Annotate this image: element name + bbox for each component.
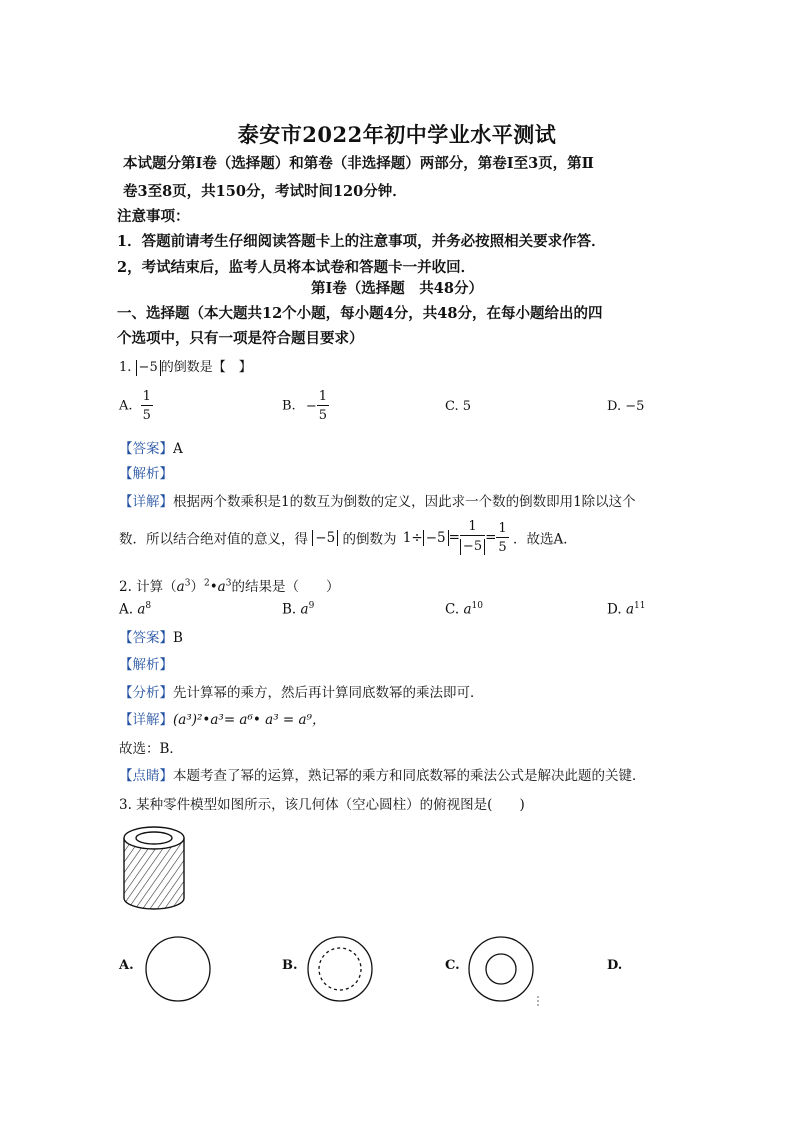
q2-stem-d: 的结果是（ ） (231, 579, 340, 595)
q1-option-b-fraction (317, 390, 329, 422)
q1-detail-eq-1: = (448, 529, 460, 546)
q1-detail-end: ．故选A． (512, 531, 577, 548)
q3-option-a-figure (143, 934, 213, 1004)
q1-option-b (282, 390, 329, 422)
q1-detail-eq-2: = (485, 529, 497, 546)
q2-option-b (282, 601, 314, 618)
q2-option-a-label: A. (119, 601, 134, 618)
q1-detail-frac1-den (460, 536, 485, 555)
q2-detail (119, 708, 325, 728)
q1-suffix: 的倒数是【 】 (160, 360, 252, 375)
q1-detail-frac2-den: 5 (498, 539, 507, 555)
notes-heading: 注意事项： (117, 208, 190, 225)
q1-option-c: C. 5 (445, 399, 472, 414)
q2-stem-exp1: 3 (184, 578, 191, 589)
q2-fenxi (119, 681, 484, 701)
q2-stem-b: ） (190, 579, 204, 595)
q2-option-b-exp: 9 (308, 601, 315, 611)
q1-stem (119, 356, 252, 376)
note-1: 1．答题前请考生仔细阅读答题卡上的注意事项，并务必按照相关要求作答． (117, 233, 606, 250)
q1-abs-value: −5 (136, 360, 161, 376)
q2-fenxi-text: 先计算幂的乘方，然后再计算同底数幂的乘法即可． (173, 685, 484, 701)
q2-option-c-exp: 10 (471, 601, 483, 611)
q3-b-inner-dashed-circle (319, 948, 361, 990)
q1-number: 1. (119, 360, 132, 375)
q2-option-d-label: D. (607, 601, 622, 618)
q1-detail-line-2 (119, 520, 577, 555)
q1-detail-frac2-num: 1 (498, 520, 507, 536)
q2-detail-expr: (a³)²•a³= a⁶• a³ = a⁹， (173, 712, 326, 728)
q2-conclusion: 故选：B． (119, 741, 183, 757)
q2-stem-exp3: 3 (225, 578, 232, 589)
q1-option-a-num: 1 (142, 389, 151, 404)
section-line-1: 一、选择题（本大题共12个小题，每小题4分，共48分，在每小题给出的四 (117, 305, 603, 322)
q3-a-outer-circle (146, 937, 210, 1001)
q2-fenxi-tag: 【分析】 (119, 685, 173, 701)
q1-detail-text-2a: 数．所以结合绝对值的意义，得 (119, 531, 308, 548)
q2-stem-exp2: 2 (203, 578, 210, 589)
q1-answer-value: A (173, 441, 183, 457)
q2-option-d-exp: 11 (634, 601, 646, 611)
q2-option-a-base: a (137, 601, 146, 618)
intro-line-1: 本试题分第Ⅰ卷（选择题）和第卷（非选择题）两部分，第卷Ⅰ至3页，第Ⅱ (123, 155, 594, 172)
q2-option-a-exp: 8 (145, 601, 152, 611)
q1-option-a-fraction (141, 390, 153, 422)
q1-detail-text-2b: 的倒数为 (342, 531, 397, 548)
q3-option-b-figure (305, 934, 375, 1004)
cylinder-top-inner (136, 832, 172, 844)
q1-detail-frac1-num: 1 (460, 520, 485, 536)
q2-answer-value: B (173, 630, 183, 646)
intro-line-2: 卷3至8页，共150分，考试时间120分钟． (123, 183, 407, 200)
q2-option-c (445, 601, 483, 618)
q2-answer (119, 626, 183, 646)
q2-stem-base2: a (217, 579, 226, 595)
q1-detail-tag: 【详解】 (119, 494, 173, 510)
q1-answer (119, 437, 183, 457)
q2-dianjing-tag: 【点睛】 (119, 768, 173, 784)
exam-title: 泰安市2022年初中学业水平测试 (237, 122, 557, 147)
q3-c-inner-circle (486, 954, 516, 984)
q2-option-b-label: B. (282, 601, 297, 618)
q1-option-b-sign: − (305, 398, 317, 414)
q1-detail-expr-abs: −5 (423, 530, 449, 546)
q2-answer-tag: 【答案】 (119, 630, 173, 646)
q1-option-a (119, 390, 153, 422)
q3-stem: 3. 某种零件模型如图所示，该几何体（空心圆柱）的俯视图是( ) (119, 797, 525, 813)
q1-detail-text-1: 根据两个数乘积是1的数互为倒数的定义，因此求一个数的倒数即用1除以这个 (173, 494, 636, 510)
q3-option-c-figure (466, 934, 536, 1004)
q1-detail-fraction-1 (460, 520, 485, 555)
section-line-2: 个选项中，只有一项是符合题目要求） (117, 330, 364, 347)
q1-option-a-label: A. (119, 398, 133, 414)
q2-stem-c: • (209, 579, 218, 595)
q1-detail-frac1-den-abs: −5 (460, 539, 485, 555)
q3-option-c-label: C. (445, 958, 460, 973)
q3-option-a-label: A. (119, 958, 134, 973)
q2-stem-a: 2. 计算（ (119, 579, 177, 595)
q3-b-outer-circle (308, 937, 372, 1001)
q1-detail-expr-a: 1÷ (402, 529, 423, 546)
q2-analysis-tag: 【解析】 (119, 657, 173, 673)
q3-c-outer-circle (469, 937, 533, 1001)
q2-dianjing-text: 本题考查了幂的运算，熟记幂的乘方和同底数幂的乘法公式是解决此题的关键． (173, 768, 646, 784)
q1-option-b-den: 5 (318, 408, 328, 423)
q1-detail-abs: −5 (312, 530, 338, 546)
q3-option-b-label: B. (282, 958, 298, 973)
q3-option-d-label: D. (607, 958, 623, 973)
q2-option-b-base: a (300, 601, 309, 618)
q2-stem-base: a (176, 579, 185, 595)
stray-mark (535, 995, 541, 1007)
q1-option-b-label: B. (282, 398, 296, 414)
note-2: 2，考试结束后，监考人员将本试卷和答题卡一并收回． (117, 259, 476, 276)
q2-dianjing (119, 764, 646, 784)
q1-analysis-tag: 【解析】 (119, 466, 173, 482)
q2-option-c-label: C. (445, 601, 460, 618)
q2-option-c-base: a (463, 601, 472, 618)
q2-option-d-base: a (625, 601, 634, 618)
q2-stem (119, 575, 339, 595)
q2-option-d (607, 601, 645, 618)
q2-detail-tag: 【详解】 (119, 712, 173, 728)
q1-option-a-den: 5 (142, 408, 151, 423)
q1-option-d: D. −5 (607, 399, 645, 414)
q1-detail-fraction-2 (496, 522, 508, 554)
part-title: 第Ⅰ卷（选择题 共48分） (311, 280, 483, 297)
q2-option-a (119, 601, 151, 618)
q1-option-b-num: 1 (318, 389, 328, 404)
hollow-cylinder-figure (118, 818, 190, 914)
q1-detail-line-1 (119, 490, 636, 510)
q1-answer-tag: 【答案】 (119, 441, 173, 457)
